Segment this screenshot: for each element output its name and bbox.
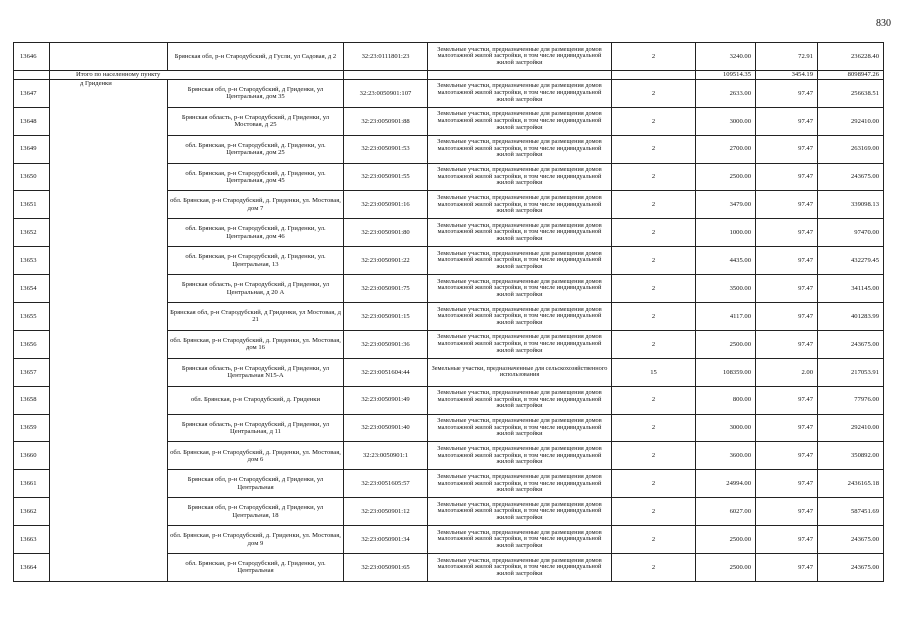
row-group: 2 [612, 386, 696, 414]
row-rate: 97.47 [756, 554, 818, 582]
row-address: обл. Брянская, р-н Стародубский, д. Гриденки, ул. Мостовая, дом 7 [168, 191, 344, 219]
row-area: 24994.00 [696, 470, 756, 498]
row-value: 243675.00 [818, 163, 884, 191]
row-cadastral-number: 32:23:0050901:15 [344, 303, 428, 331]
total-row [14, 70, 884, 79]
row-address: обл. Брянская, р-н Стародубский, д. Гриденки, ул. Мостовая, дом 6 [168, 442, 344, 470]
row-land-use: Земельные участки, предназначенные для размещения домов малоэтажной жилой застройки, в том числе индивидуальной жилой застройки [428, 43, 612, 71]
table-row [14, 43, 884, 71]
row-land-use: Земельные участки, предназначенные для размещения домов малоэтажной жилой застройки, в том числе индивидуальной жилой застройки [428, 498, 612, 526]
row-id: 13663 [14, 526, 50, 554]
row-rate: 97.47 [756, 219, 818, 247]
row-cadastral-number: 32:23:0051605:57 [344, 470, 428, 498]
row-cadastral-number: 32:23:0050901:1 [344, 442, 428, 470]
row-land-use: Земельные участки, предназначенные для размещения домов малоэтажной жилой застройки, в том числе индивидуальной жилой застройки [428, 79, 612, 107]
row-rate: 97.47 [756, 330, 818, 358]
row-id: 13658 [14, 386, 50, 414]
table-row [14, 79, 884, 107]
row-land-use: Земельные участки, предназначенные для размещения домов малоэтажной жилой застройки, в том числе индивидуальной жилой застройки [428, 303, 612, 331]
row-group: 2 [612, 470, 696, 498]
row-land-use: Земельные участки, предназначенные для размещения домов малоэтажной жилой застройки, в том числе индивидуальной жилой застройки [428, 554, 612, 582]
row-area: 1000.00 [696, 219, 756, 247]
row-id: 13647 [14, 79, 50, 107]
land-registry-table [13, 42, 884, 582]
row-land-use: Земельные участки, предназначенные для размещения домов малоэтажной жилой застройки, в том числе индивидуальной жилой застройки [428, 247, 612, 275]
row-group: 2 [612, 498, 696, 526]
row-id: 13654 [14, 275, 50, 303]
row-area: 108359.00 [696, 358, 756, 386]
row-address: Брянская область, р-н Стародубский, д Гриденки, ул Центральная, д 11 [168, 414, 344, 442]
row-group: 2 [612, 554, 696, 582]
total-empty-cell [14, 70, 50, 79]
row-area: 800.00 [696, 386, 756, 414]
row-area: 4435.00 [696, 247, 756, 275]
row-land-use: Земельные участки, предназначенные для размещения домов малоэтажной жилой застройки, в том числе индивидуальной жилой застройки [428, 107, 612, 135]
row-area: 2633.00 [696, 79, 756, 107]
row-land-use: Земельные участки, предназначенные для размещения домов малоэтажной жилой застройки, в том числе индивидуальной жилой застройки [428, 526, 612, 554]
row-rate: 97.47 [756, 107, 818, 135]
row-area: 3240.00 [696, 43, 756, 71]
row-cadastral-number: 32:23:0050901:65 [344, 554, 428, 582]
row-address: Брянская обл, р-н Стародубский, д Гриденки, ул Центральная [168, 470, 344, 498]
row-value: 243675.00 [818, 526, 884, 554]
row-rate: 97.47 [756, 275, 818, 303]
row-cadastral-number: 32:23:0050901:12 [344, 498, 428, 526]
row-group: 2 [612, 135, 696, 163]
row-land-use: Земельные участки, предназначенные для сельскохозяйственного использования [428, 358, 612, 386]
locality-cell [50, 43, 168, 71]
row-area: 2500.00 [696, 554, 756, 582]
row-id: 13660 [14, 442, 50, 470]
row-value: 77976.00 [818, 386, 884, 414]
row-address: Брянская область, р-н Стародубский, д Гриденки, ул Центральная N15-А [168, 358, 344, 386]
row-group: 2 [612, 275, 696, 303]
row-group: 2 [612, 303, 696, 331]
row-value: 587451.69 [818, 498, 884, 526]
row-cadastral-number: 32:23:0050901:75 [344, 275, 428, 303]
row-area: 2500.00 [696, 330, 756, 358]
row-cadastral-number: 32:23:0111801:23 [344, 43, 428, 71]
row-address: обл. Брянская, р-н Стародубский, д. Гриденки, ул. Центральная, 13 [168, 247, 344, 275]
row-value: 236228.40 [818, 43, 884, 71]
row-cadastral-number: 32:23:0050901:49 [344, 386, 428, 414]
row-id: 13652 [14, 219, 50, 247]
row-id: 13664 [14, 554, 50, 582]
row-value: 292410.00 [818, 107, 884, 135]
row-rate: 97.47 [756, 470, 818, 498]
row-id: 13662 [14, 498, 50, 526]
row-area: 2500.00 [696, 526, 756, 554]
row-group: 2 [612, 526, 696, 554]
row-rate: 2.00 [756, 358, 818, 386]
row-rate: 97.47 [756, 386, 818, 414]
row-address: обл. Брянская, р-н Стародубский, д. Гриденки [168, 386, 344, 414]
row-cadastral-number: 32:23:0050901:16 [344, 191, 428, 219]
row-id: 13659 [14, 414, 50, 442]
row-address: обл. Брянская, р-н Стародубский, д. Гриденки, ул. Мостовая, дом 16 [168, 330, 344, 358]
row-cadastral-number: 32:23:0050901:53 [344, 135, 428, 163]
row-cadastral-number: 32:23:0050901:88 [344, 107, 428, 135]
row-group: 15 [612, 358, 696, 386]
row-value: 341145.00 [818, 275, 884, 303]
row-group: 2 [612, 219, 696, 247]
row-cadastral-number: 32:23:0050901:22 [344, 247, 428, 275]
row-rate: 97.47 [756, 79, 818, 107]
row-rate: 97.47 [756, 247, 818, 275]
row-rate: 97.47 [756, 303, 818, 331]
row-rate: 97.47 [756, 526, 818, 554]
row-land-use: Земельные участки, предназначенные для размещения домов малоэтажной жилой застройки, в том числе индивидуальной жилой застройки [428, 275, 612, 303]
total-empty-cell [428, 70, 612, 79]
row-group: 2 [612, 163, 696, 191]
row-address: Брянская область, р-н Стародубский, д Гриденки, ул Мостовая, д 25 [168, 107, 344, 135]
row-rate: 97.47 [756, 135, 818, 163]
row-address: обл. Брянская, р-н Стародубский, д. Гриденки, ул. Центральная [168, 554, 344, 582]
row-id: 13661 [14, 470, 50, 498]
row-group: 2 [612, 79, 696, 107]
row-address: Брянская область, р-н Стародубский, д Гриденки, ул Центральная, д 20 А [168, 275, 344, 303]
row-area: 3000.00 [696, 414, 756, 442]
row-group: 2 [612, 191, 696, 219]
row-value: 243675.00 [818, 554, 884, 582]
row-rate: 72.91 [756, 43, 818, 71]
row-land-use: Земельные участки, предназначенные для размещения домов малоэтажной жилой застройки, в том числе индивидуальной жилой застройки [428, 135, 612, 163]
row-value: 217053.91 [818, 358, 884, 386]
row-id: 13653 [14, 247, 50, 275]
row-id: 13656 [14, 330, 50, 358]
row-cadastral-number: 32:23:0050901:34 [344, 526, 428, 554]
row-land-use: Земельные участки, предназначенные для размещения домов малоэтажной жилой застройки, в том числе индивидуальной жилой застройки [428, 219, 612, 247]
total-empty-cell [612, 70, 696, 79]
row-land-use: Земельные участки, предназначенные для размещения домов малоэтажной жилой застройки, в том числе индивидуальной жилой застройки [428, 330, 612, 358]
row-value: 350892.00 [818, 442, 884, 470]
row-cadastral-number: 32:23:0050901:107 [344, 79, 428, 107]
row-cadastral-number: 32:23:0050901:36 [344, 330, 428, 358]
row-area: 3500.00 [696, 275, 756, 303]
row-rate: 97.47 [756, 163, 818, 191]
row-land-use: Земельные участки, предназначенные для размещения домов малоэтажной жилой застройки, в том числе индивидуальной жилой застройки [428, 191, 612, 219]
row-group: 2 [612, 442, 696, 470]
row-value: 339098.13 [818, 191, 884, 219]
row-value: 2436165.18 [818, 470, 884, 498]
row-address: обл. Брянская, р-н Стародубский, д. Гриденки, ул. Центральная, дом 25 [168, 135, 344, 163]
row-group: 2 [612, 43, 696, 71]
row-land-use: Земельные участки, предназначенные для размещения домов малоэтажной жилой застройки, в том числе индивидуальной жилой застройки [428, 386, 612, 414]
row-value: 243675.00 [818, 330, 884, 358]
row-area: 6027.00 [696, 498, 756, 526]
row-value: 432279.45 [818, 247, 884, 275]
row-address: Брянская обл, р-н Стародубский, д Гриденки, ул Мостовая, д 21 [168, 303, 344, 331]
row-area: 4117.00 [696, 303, 756, 331]
row-area: 3479.00 [696, 191, 756, 219]
row-group: 2 [612, 330, 696, 358]
row-id: 13646 [14, 43, 50, 71]
row-value: 292410.00 [818, 414, 884, 442]
page-number: 830 [876, 18, 891, 29]
total-area: 109514.35 [696, 70, 756, 79]
row-group: 2 [612, 414, 696, 442]
row-address: обл. Брянская, р-н Стародубский, д. Гриденки, ул. Мостовая, дом 9 [168, 526, 344, 554]
row-area: 3000.00 [696, 107, 756, 135]
row-address: Брянская обл, р-н Стародубский, д Гриденки, ул Центральная, 18 [168, 498, 344, 526]
row-value: 97470.00 [818, 219, 884, 247]
row-land-use: Земельные участки, предназначенные для размещения домов малоэтажной жилой застройки, в том числе индивидуальной жилой застройки [428, 163, 612, 191]
row-group: 2 [612, 107, 696, 135]
row-id: 13651 [14, 191, 50, 219]
row-id: 13649 [14, 135, 50, 163]
total-rate: 3454.19 [756, 70, 818, 79]
row-cadastral-number: 32:23:0050901:80 [344, 219, 428, 247]
row-rate: 97.47 [756, 498, 818, 526]
row-rate: 97.47 [756, 442, 818, 470]
row-rate: 97.47 [756, 414, 818, 442]
total-empty-cell [344, 70, 428, 79]
row-cadastral-number: 32:23:0051604:44 [344, 358, 428, 386]
row-value: 256638.51 [818, 79, 884, 107]
total-value: 8098947.26 [818, 70, 884, 79]
row-value: 401283.99 [818, 303, 884, 331]
row-area: 3600.00 [696, 442, 756, 470]
row-rate: 97.47 [756, 191, 818, 219]
row-value: 263169.00 [818, 135, 884, 163]
row-land-use: Земельные участки, предназначенные для размещения домов малоэтажной жилой застройки, в том числе индивидуальной жилой застройки [428, 414, 612, 442]
row-group: 2 [612, 247, 696, 275]
row-cadastral-number: 32:23:0050901:40 [344, 414, 428, 442]
row-land-use: Земельные участки, предназначенные для размещения домов малоэтажной жилой застройки, в том числе индивидуальной жилой застройки [428, 442, 612, 470]
row-id: 13657 [14, 358, 50, 386]
row-area: 2700.00 [696, 135, 756, 163]
row-area: 2500.00 [696, 163, 756, 191]
row-address: обл. Брянская, р-н Стародубский, д. Гриденки, ул. Центральная, дом 45 [168, 163, 344, 191]
row-cadastral-number: 32:23:0050901:55 [344, 163, 428, 191]
total-label: Итого по населенному пункту [50, 70, 344, 79]
row-land-use: Земельные участки, предназначенные для размещения домов малоэтажной жилой застройки, в том числе индивидуальной жилой застройки [428, 470, 612, 498]
row-id: 13650 [14, 163, 50, 191]
row-id: 13655 [14, 303, 50, 331]
row-id: 13648 [14, 107, 50, 135]
row-address: обл. Брянская, р-н Стародубский, д. Гриденки, ул. Центральная, дом 46 [168, 219, 344, 247]
row-address: Брянская обл, р-н Стародубский, д Гусли, ул Садовая, д 2 [168, 43, 344, 71]
row-address: Брянская обл, р-н Стародубский, д Гриденки, ул Центральная, дом 35 [168, 79, 344, 107]
locality-name: д Гриденки [50, 79, 168, 581]
